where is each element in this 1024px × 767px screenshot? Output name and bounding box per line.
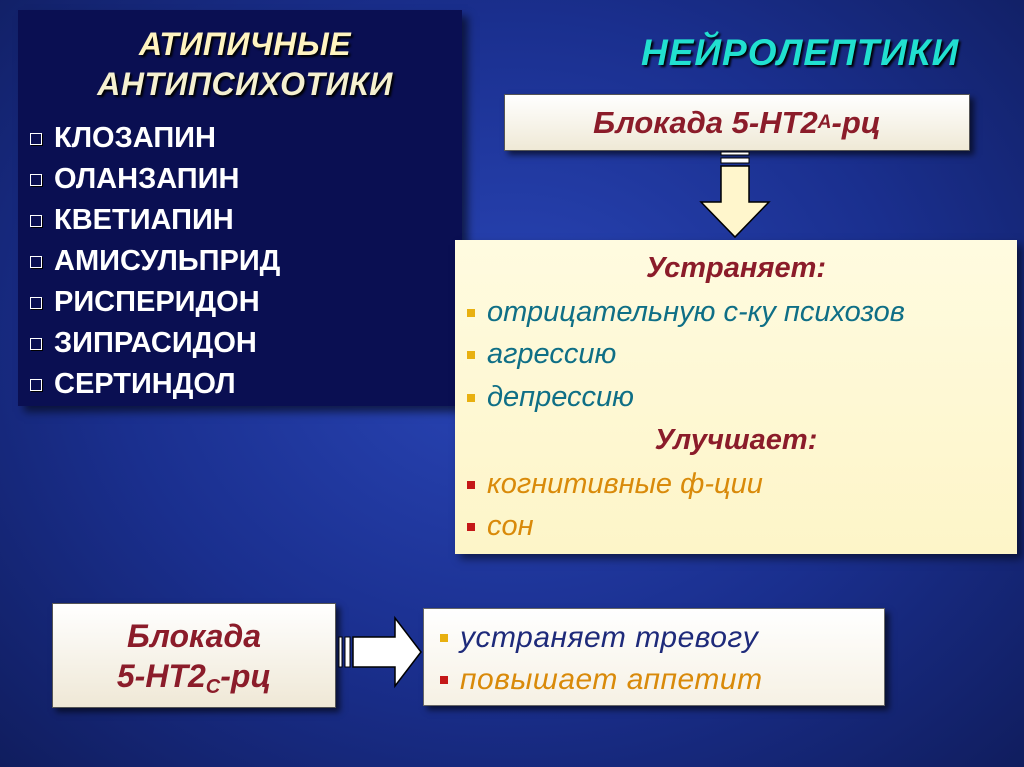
- blockade-5ht2c-line1: Блокада: [126, 618, 262, 654]
- checkbox-bullet-icon: [30, 256, 42, 268]
- effect-item: [440, 663, 763, 697]
- drug-label: КЛОЗАПИН: [54, 122, 216, 154]
- effect-text: когнитивные ф-ции: [487, 468, 763, 500]
- checkbox-bullet-icon: [30, 215, 42, 227]
- drug-label: СЕРТИНДОЛ: [54, 368, 236, 400]
- 5ht2c-effects-panel: [423, 608, 885, 706]
- effect-item: [467, 510, 534, 543]
- blockade-5ht2a-subscript: A: [817, 111, 832, 133]
- drug-item: [30, 323, 280, 364]
- checkbox-bullet-icon: [30, 338, 42, 350]
- square-bullet-icon: [440, 676, 448, 684]
- effect-text: устраняет тревогу: [460, 621, 759, 654]
- effect-text: отрицательную с-ку психозов: [487, 296, 905, 328]
- right-arrow-icon: [337, 615, 423, 691]
- square-bullet-icon: [467, 523, 475, 531]
- blockade-5ht2a-prefix: Блокада 5-HT2: [593, 104, 818, 140]
- 5ht2a-effects-panel: [455, 240, 1017, 554]
- checkbox-bullet-icon: [30, 174, 42, 186]
- drug-item: [30, 200, 280, 241]
- blockade-5ht2c-suffix: -рц: [220, 658, 272, 694]
- effect-text: депрессию: [487, 381, 634, 413]
- neuroleptics-title: НЕЙРОЛЕПТИКИ: [641, 32, 960, 73]
- drug-item: [30, 159, 280, 200]
- drug-label: ОЛАНЗАПИН: [54, 163, 240, 195]
- atypical-antipsychotics-title: [0, 24, 490, 104]
- drug-item: [30, 364, 280, 405]
- blockade-5ht2c-line2: [53, 656, 335, 707]
- effect-item: [467, 468, 763, 501]
- effect-item: [467, 338, 616, 371]
- drug-label: АМИСУЛЬПРИД: [54, 245, 281, 277]
- blockade-5ht2c-prefix: 5-HT2: [116, 658, 206, 694]
- drug-list: [30, 118, 280, 405]
- square-bullet-icon: [467, 481, 475, 489]
- down-arrow-icon: [697, 150, 773, 240]
- eliminates-label: Устраняет:: [645, 252, 827, 284]
- drug-item: [30, 118, 280, 159]
- checkbox-bullet-icon: [30, 133, 42, 145]
- blockade-5ht2a-suffix: -рц: [831, 104, 881, 140]
- blockade-5ht2c-subscript: C: [205, 676, 221, 698]
- drug-label: КВЕТИАПИН: [54, 204, 234, 236]
- effect-text: агрессию: [487, 338, 617, 370]
- effect-item: [467, 296, 905, 329]
- square-bullet-icon: [467, 309, 475, 317]
- effect-text: повышает аппетит: [460, 663, 763, 696]
- effect-item: [440, 621, 758, 655]
- drug-label: РИСПЕРИДОН: [54, 286, 260, 318]
- square-bullet-icon: [467, 394, 475, 402]
- effect-text: сон: [487, 510, 534, 542]
- drug-item: [30, 282, 280, 323]
- effect-item: [467, 381, 634, 414]
- checkbox-bullet-icon: [30, 379, 42, 391]
- square-bullet-icon: [467, 351, 475, 359]
- blockade-5ht2a-box: [504, 94, 970, 151]
- drug-label: ЗИПРАСИДОН: [54, 327, 257, 359]
- improves-label: Улучшает:: [654, 424, 818, 456]
- title-line-2: АНТИПСИХОТИКИ: [97, 66, 393, 102]
- checkbox-bullet-icon: [30, 297, 42, 309]
- title-line-1: АТИПИЧНЫЕ: [138, 26, 352, 62]
- drug-item: [30, 241, 280, 282]
- square-bullet-icon: [440, 634, 448, 642]
- blockade-5ht2c-box: [52, 603, 336, 708]
